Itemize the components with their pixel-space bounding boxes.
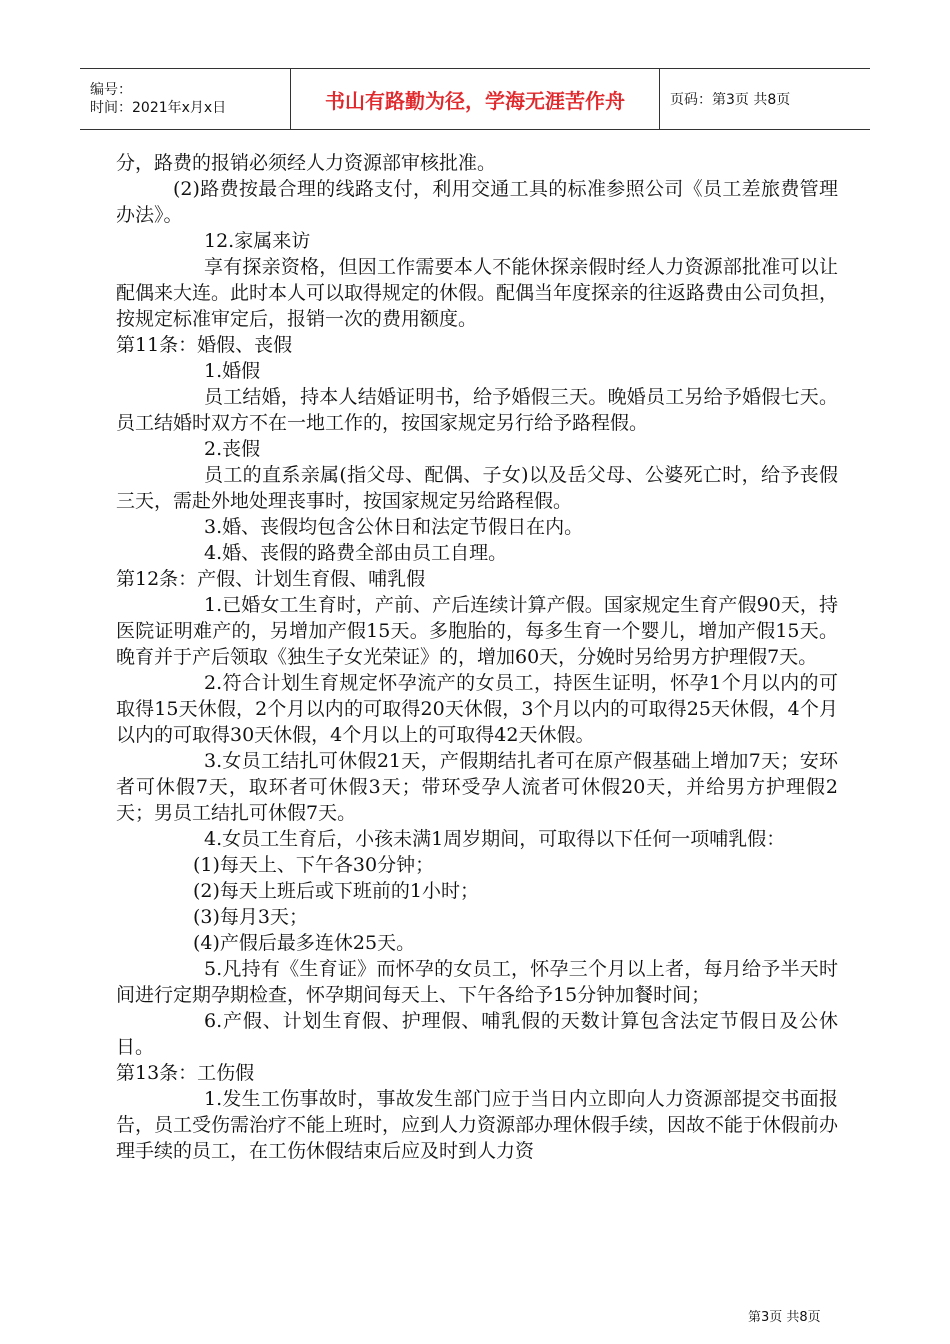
page-footer: 第3页 共8页 bbox=[748, 1310, 821, 1325]
paragraph: 4.女员工生育后，小孩未满1周岁期间，可取得以下任何一项哺乳假： bbox=[204, 828, 786, 850]
paragraph: 1.已婚女工生育时，产前、产后连续计算产假。国家规定生育产假90天，持医院证明难产的，另增加产假15天。多胞胎的，每多生育一个婴儿，增加产假15天。晚育并于产后领取《独生子女光荣证》的，增加60天，分娩时另给男方护理假7天。 bbox=[116, 594, 838, 668]
paragraph: 5.凡持有《生育证》而怀孕的女员工，怀孕三个月以上者，每月给予半天时间进行定期孕期检查，怀孕期间每天上、下午各给予15分钟加餐时间； bbox=[116, 958, 838, 1006]
number-label: 编号： bbox=[90, 82, 132, 98]
paragraph: 员工的直系亲属(指父母、配偶、子女)以及岳父母、公婆死亡时，给予丧假三天，需赴外地处理丧事时，按国家规定另给路程假。 bbox=[116, 464, 838, 512]
header-page bbox=[660, 69, 870, 129]
paragraph: 6.产假、计划生育假、护理假、哺乳假的天数计算包含法定节假日及公休日。 bbox=[116, 1010, 838, 1058]
page-header bbox=[80, 68, 870, 130]
page-label: 页码：第3页 共8页 bbox=[670, 92, 791, 108]
paragraph: 2.符合计划生育规定怀孕流产的女员工，持医生证明，怀孕1个月以内的可取得15天休假，2个月以内的可取得20天休假，3个月以内的可取得25天休假，4个月以内的可取得30天休假，4个月以上的可取得42天休假。 bbox=[116, 672, 838, 746]
paragraph: 3.女员工结扎可休假21天，产假期结扎者可在原产假基础上增加7天；安环者可休假7天，取环者可休假3天；带环受孕人流者可休假20天，并给男方护理假2天；男员工结扎可休假7天。 bbox=[116, 750, 838, 824]
paragraph: 3.婚、丧假均包含公休日和法定节假日在内。 bbox=[204, 516, 584, 538]
paragraph: 1.婚假 bbox=[204, 360, 261, 382]
paragraph: 第11条：婚假、丧假 bbox=[116, 334, 293, 356]
document-body bbox=[116, 150, 838, 1164]
paragraph: (2)路费按最合理的线路支付，利用交通工具的标准参照公司《员工差旅费管理办法》。 bbox=[116, 178, 838, 226]
motto-text: 书山有路勤为径，学海无涯苦作舟 bbox=[325, 88, 625, 113]
header-meta bbox=[80, 69, 291, 129]
paragraph: (4)产假后最多连休25天。 bbox=[193, 932, 416, 954]
paragraph: 享有探亲资格，但因工作需要本人不能休探亲假时经人力资源部批准可以让配偶来大连。此时本人可以取得规定的休假。配偶当年度探亲的往返路费由公司负担，按规定标准审定后，报销一次的费用额度。 bbox=[116, 256, 839, 330]
paragraph: 4.婚、丧假的路费全部由员工自理。 bbox=[204, 542, 508, 564]
paragraph: (2)每天上班后或下班前的1小时； bbox=[193, 880, 480, 902]
time-label: 时间：2021年x月x日 bbox=[90, 100, 227, 116]
paragraph: 12.家属来访 bbox=[204, 230, 311, 252]
paragraph: 员工结婚，持本人结婚证明书，给予婚假三天。晚婚员工另给予婚假七天。员工结婚时双方不在一地工作的，按国家规定另行给予路程假。 bbox=[116, 386, 838, 434]
paragraph: 第12条：产假、计划生育假、哺乳假 bbox=[116, 568, 426, 590]
paragraph: 2.丧假 bbox=[204, 438, 261, 460]
paragraph: (1)每天上、下午各30分钟； bbox=[193, 854, 435, 876]
paragraph: 1.发生工伤事故时，事故发生部门应于当日内立即向人力资源部提交书面报告，员工受伤需治疗不能上班时，应到人力资源部办理休假手续，因故不能于休假前办理手续的员工，在工伤休假结束后应及时到人力资 bbox=[116, 1088, 839, 1162]
paragraph: 分，路费的报销必须经人力资源部审核批准。 bbox=[116, 152, 497, 174]
paragraph: 第13条：工伤假 bbox=[116, 1062, 255, 1084]
paragraph: (3)每月3天； bbox=[193, 906, 309, 928]
header-motto bbox=[291, 69, 660, 129]
